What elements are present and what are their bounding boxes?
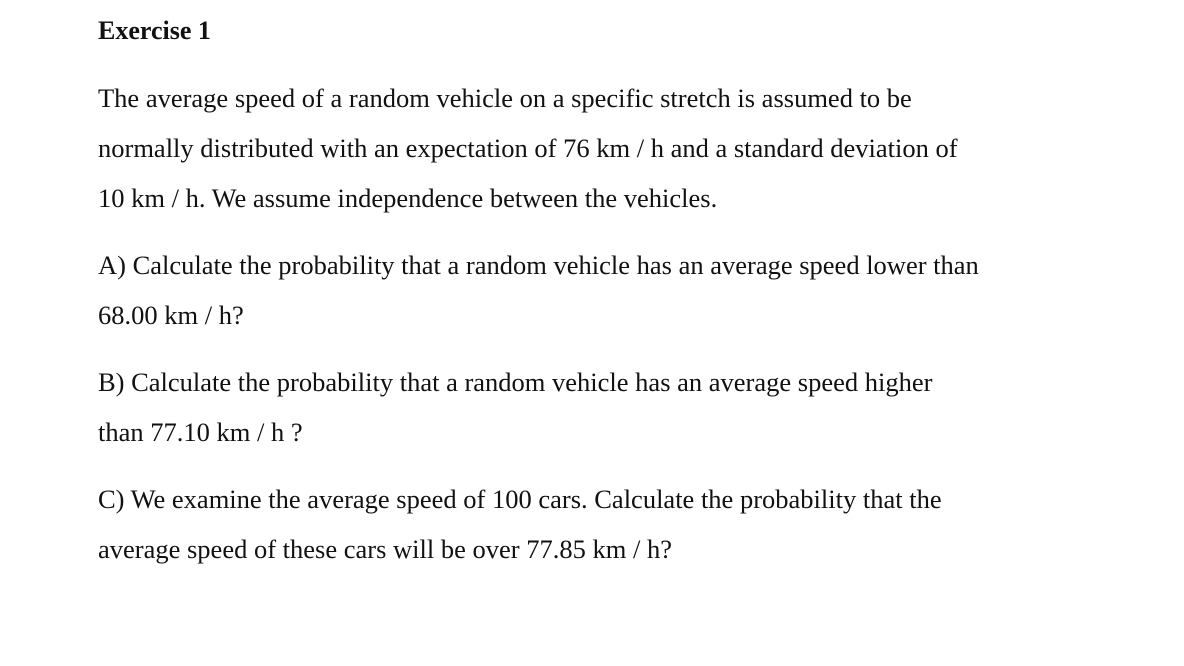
question-b-line: B) Calculate the probability that a random vehicle has an average speed higher [98, 367, 933, 397]
question-c-line: average speed of these cars will be over 77.85 km / h? [98, 534, 672, 564]
question-a-line: 68.00 km / h? [98, 300, 244, 330]
intro-paragraph [98, 73, 958, 223]
question-b-line: than 77.10 km / h ? [98, 417, 303, 447]
intro-line: normally distributed with an expectation of 76 km / h and a standard deviation of [98, 133, 958, 163]
intro-line: The average speed of a random vehicle on a specific stretch is assumed to be [98, 83, 912, 113]
question-a-line: A) Calculate the probability that a random vehicle has an average speed lower than [98, 250, 979, 280]
question-b [98, 357, 932, 457]
question-a [98, 240, 979, 340]
question-c-line: C) We examine the average speed of 100 cars. Calculate the probability that the [98, 484, 942, 514]
question-c [98, 474, 942, 574]
intro-line: 10 km / h. We assume independence between the vehicles. [98, 183, 718, 213]
exercise-title: Exercise 1 [98, 16, 211, 45]
